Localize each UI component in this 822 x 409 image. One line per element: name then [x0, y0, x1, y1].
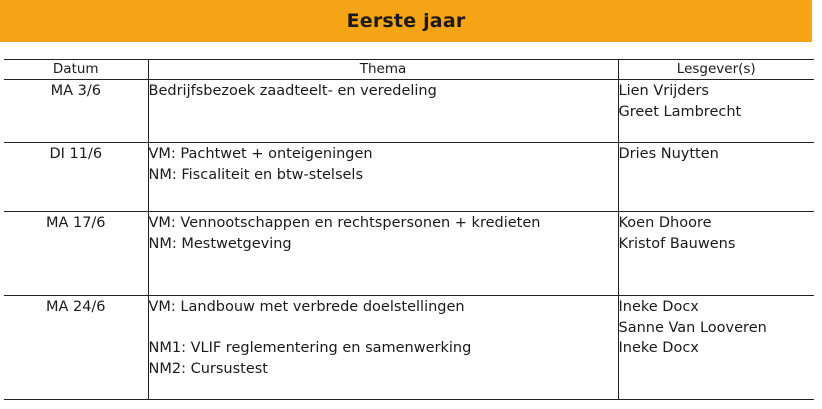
date-cell: [4, 143, 148, 212]
topic-line: NM: Fiscaliteit en btw-stelsels: [148, 166, 364, 183]
table-row: [4, 296, 814, 400]
teacher-name: Lien Vrijders: [618, 83, 709, 99]
table-row: [4, 212, 814, 296]
topic-spacer: [149, 318, 618, 339]
teacher-cell: [618, 80, 814, 143]
teacher-name: Ineke Docx: [618, 299, 699, 315]
topic-cell: [148, 80, 618, 143]
teacher-cell: [618, 212, 814, 296]
date-cell: [4, 212, 148, 296]
topic-cell: [148, 143, 618, 212]
section-title: Eerste jaar: [346, 10, 466, 32]
teacher-name: Greet Lambrecht: [618, 103, 742, 120]
topic-line: VM: Pachtwet + onteigeningen: [148, 146, 373, 162]
topic-cell: [148, 296, 618, 400]
table-row: [4, 80, 814, 143]
date-text: MA 24/6: [45, 299, 106, 315]
date-cell: [4, 296, 148, 400]
column-header-topic: Thema: [148, 60, 618, 80]
table-row: [4, 143, 814, 212]
topic-line: Bedrijfsbezoek zaadteelt- en veredeling: [148, 83, 437, 99]
date-cell: [4, 80, 148, 143]
table-header-row: [4, 60, 814, 80]
topic-line: NM: Mestwetgeving: [148, 235, 292, 252]
teacher-name: Sanne Van Looveren: [618, 319, 767, 336]
topic-line: VM: Vennootschappen en rechtspersonen + kredieten: [148, 215, 541, 231]
column-header-teachers: Lesgever(s): [618, 60, 814, 80]
topic-line: VM: Landbouw met verbrede doelstellingen: [148, 299, 465, 315]
teacher-name: Dries Nuytten: [618, 146, 719, 162]
teacher-name: Koen Dhoore: [618, 215, 712, 231]
teacher-cell: [618, 143, 814, 212]
topic-line: NM2: Cursustest: [148, 360, 268, 377]
section-banner: [0, 0, 812, 42]
date-text: MA 17/6: [45, 215, 106, 231]
teacher-name: Kristof Bauwens: [618, 235, 736, 252]
teacher-cell: [618, 296, 814, 400]
column-header-date: Datum: [4, 60, 148, 80]
date-text: MA 3/6: [50, 83, 101, 99]
schedule-table: [4, 59, 814, 400]
date-text: DI 11/6: [49, 146, 103, 162]
teacher-name: Ineke Docx: [618, 340, 699, 356]
topic-cell: [148, 212, 618, 296]
topic-line: NM1: VLIF reglementering en samenwerking: [148, 340, 472, 356]
